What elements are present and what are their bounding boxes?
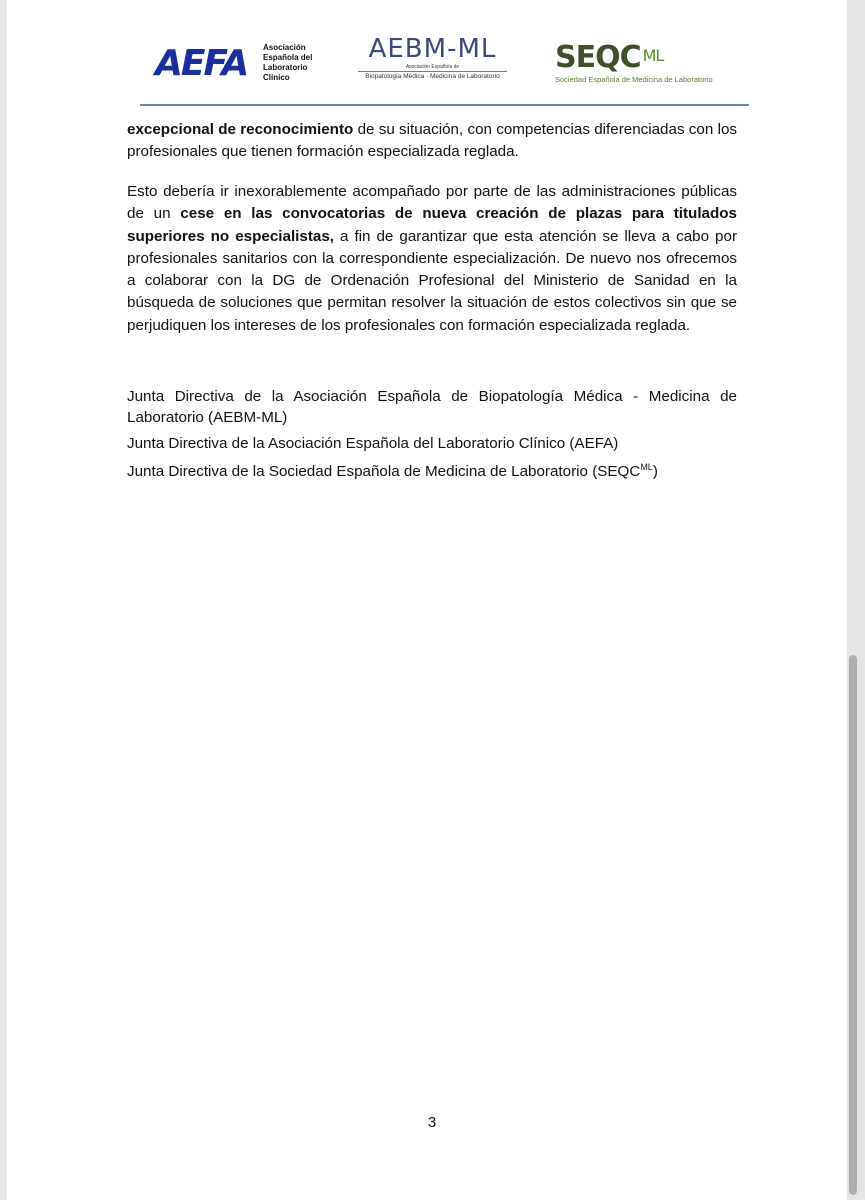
aefa-logo-subtitle: Asociación Española del Laboratorio Clínico bbox=[263, 43, 313, 82]
paragraph-2 bbox=[127, 181, 737, 337]
paragraph-1-bold: excepcional de reconocimiento bbox=[127, 121, 354, 138]
seqc-logo-subtitle: Sociedad Española de Medicina de Laboratorio bbox=[555, 75, 713, 84]
paragraph-2-bold: cese en las convocatorias de nueva creación de plazas para titulados superiores no especialistas, bbox=[127, 205, 737, 245]
aefa-logo bbox=[147, 40, 313, 88]
aebm-ml-logo-subtitle: Biopatología Médica · Medicina de Laboratorio bbox=[358, 71, 507, 81]
paragraph-2-rest: a fin de garantizar que esta atención se lleva a cabo por profesionales sanitarios con la correspondiente especialización. De nuevo nos ofrecemos a colaborar con la DG de Ordenación Profesional del Ministerio de Sanidad en la búsqueda de soluciones que permitan resolver la situación de estos colectivos sin que se perjudiquen los intereses de los profesionales con formación especializada reglada. bbox=[127, 227, 737, 334]
seqc-logo-text: SEQC bbox=[555, 40, 641, 75]
seqc-logo-sup: ML bbox=[642, 46, 664, 65]
seqc-logo-mark bbox=[555, 40, 735, 76]
signature-seqc-sup: ML bbox=[640, 462, 653, 472]
signature-aebm-ml: Junta Directiva de la Asociación Española de Biopatología Médica - Medicina de Laboratorio (AEBM-ML) bbox=[127, 388, 737, 426]
paragraph-1-rest: de su situación, con competencias diferenciadas con los profesionales que tienen formación especializada reglada. bbox=[127, 121, 737, 161]
paragraph-1 bbox=[127, 119, 737, 164]
document-page bbox=[7, 0, 847, 1200]
aebm-ml-logo bbox=[350, 34, 515, 92]
seqc-ml-logo bbox=[555, 40, 735, 90]
page-number: 3 bbox=[427, 1114, 437, 1131]
aebm-ml-logo-small-text: Asociación Española de bbox=[405, 64, 460, 70]
signature-aefa: Junta Directiva de la Asociación Española del Laboratorio Clínico (AEFA) bbox=[127, 435, 619, 452]
signature-seqc-end: ) bbox=[652, 463, 658, 480]
aefa-logo-mark: AEFA bbox=[155, 43, 248, 84]
paragraph-2-start: Esto debería ir inexorablemente acompañado por parte de las administraciones públicas de un bbox=[127, 183, 737, 223]
scrollbar-thumb[interactable] bbox=[849, 655, 857, 1195]
header-divider bbox=[140, 104, 749, 106]
aebm-ml-logo-mark: AEBM-ML bbox=[368, 34, 497, 64]
signature-seqc-main: Junta Directiva de la Sociedad Española de Medicina de Laboratorio (SEQC bbox=[127, 463, 641, 480]
signature-seqc-ml bbox=[127, 462, 737, 483]
